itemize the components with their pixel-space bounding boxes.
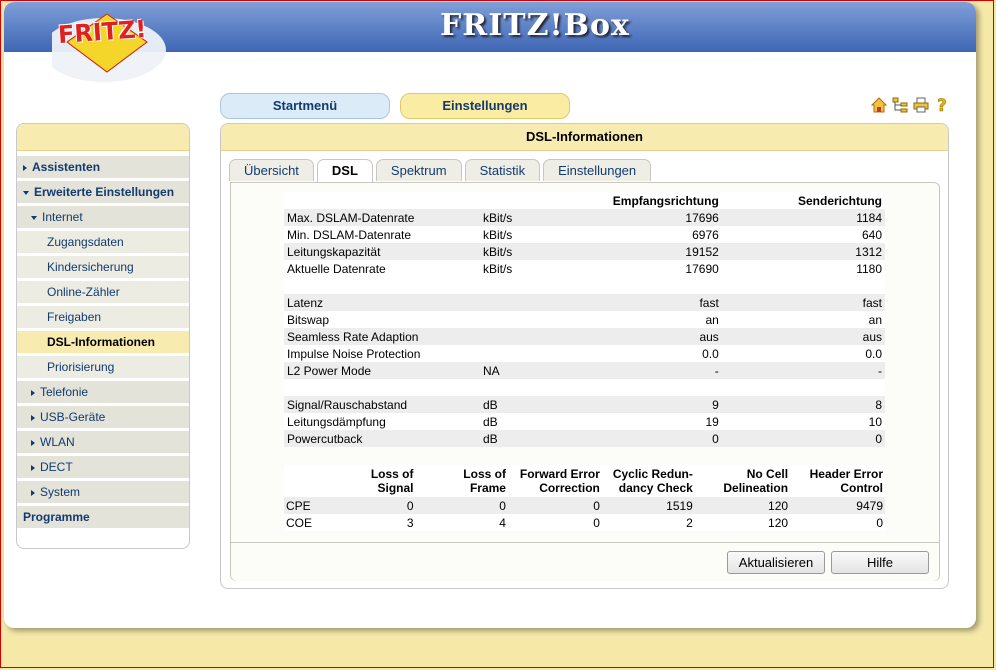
column-header — [602, 465, 695, 497]
table-cell: Powercutback — [287, 431, 363, 446]
table-cell: 0.0 — [865, 346, 882, 361]
table-cell — [480, 311, 579, 328]
column-header-line: Frame — [469, 481, 506, 495]
table-row — [284, 514, 885, 531]
table-cell: dB — [482, 431, 498, 446]
table-cell: Signal/Rauschabstand — [287, 397, 408, 412]
column-header — [284, 465, 347, 497]
table-cell: an — [705, 312, 719, 327]
sidebar-item-telefonie[interactable] — [17, 381, 189, 403]
sidebar-item-label: Telefonie — [40, 385, 89, 399]
table-cell: 6976 — [692, 227, 719, 242]
print-icon[interactable] — [912, 96, 929, 114]
dsl-panel — [230, 182, 940, 581]
sidebar-item-usb-geräte[interactable] — [17, 406, 189, 428]
table-cell: Max. DSLAM-Datenrate — [287, 210, 415, 225]
dsl-table — [284, 192, 885, 447]
table-cell: COE — [286, 515, 313, 530]
toolbar-icons — [870, 96, 950, 114]
tab-einstellungen[interactable]: Einstellungen — [543, 159, 651, 181]
table-cell: fast — [699, 295, 719, 310]
sidebar-item-label: WLAN — [40, 435, 75, 449]
table-cell: 0 — [499, 498, 506, 513]
column-header-line: Control — [840, 481, 883, 495]
tab-übersicht[interactable]: Übersicht — [229, 159, 314, 181]
table-cell: kBit/s — [482, 244, 513, 259]
column-header-line: Signal — [377, 481, 414, 495]
table-cell: L2 Power Mode — [287, 363, 372, 378]
table-cell: CPE — [286, 498, 311, 513]
table-cell: 9479 — [856, 498, 883, 513]
table-cell: 0 — [876, 515, 883, 530]
spacer-cell — [284, 379, 885, 396]
error-table — [284, 465, 885, 531]
sidebar-item-wlan[interactable] — [17, 431, 189, 453]
table-row — [284, 294, 885, 311]
sidebar-item-erweiterte-einstellungen[interactable] — [17, 181, 189, 203]
table-cell: 3 — [406, 515, 414, 530]
table-cell: 9 — [712, 397, 719, 412]
sidebar-item-label: Programme — [23, 510, 90, 524]
sidebar-item-label: Internet — [42, 210, 83, 224]
table-cell: aus — [699, 329, 719, 344]
sidebar-item-internet[interactable] — [17, 206, 189, 228]
sidebar-item-label: DECT — [40, 460, 73, 474]
table-cell — [480, 294, 579, 311]
sidebar-item-system[interactable] — [17, 481, 189, 503]
table-cell: 19152 — [685, 244, 719, 259]
error-table-header-row — [284, 465, 885, 497]
table-cell — [480, 328, 579, 345]
chevron-right-icon — [31, 490, 35, 496]
table-header-row — [284, 192, 885, 209]
column-header-line: Loss of — [370, 467, 414, 481]
table-cell: 8 — [875, 397, 882, 412]
table-cell: aus — [862, 329, 882, 344]
column-header — [790, 465, 885, 497]
table-row — [284, 243, 885, 260]
help-button[interactable]: Hilfe — [831, 551, 929, 574]
table-row — [284, 497, 885, 514]
table-cell: 17690 — [685, 261, 719, 276]
sidebar-item-label: Priorisierung — [47, 360, 115, 374]
table-row — [284, 311, 885, 328]
column-header: Senderichtung — [797, 193, 882, 208]
table-cell: Bitswap — [287, 312, 330, 327]
column-header — [284, 192, 480, 209]
sidebar-item-label: Freigaben — [47, 310, 102, 324]
content-panel — [220, 123, 949, 589]
table-row — [284, 345, 885, 362]
tab-spektrum[interactable]: Spektrum — [376, 159, 462, 181]
column-header — [508, 465, 602, 497]
sidebar — [16, 123, 190, 549]
table-spacer-row — [284, 379, 885, 396]
spacer-cell — [284, 277, 885, 294]
tab-dsl[interactable]: DSL — [317, 159, 373, 182]
table-cell: 1312 — [855, 244, 882, 259]
column-header-line: Cyclic Redun- — [612, 467, 693, 481]
tab-einstellungen[interactable]: Einstellungen — [400, 93, 570, 119]
chevron-down-icon — [23, 191, 29, 195]
table-row — [284, 328, 885, 345]
table-cell: kBit/s — [482, 261, 513, 276]
page-title: DSL-Informationen — [221, 124, 948, 151]
sidebar-item-online-zähler[interactable] — [17, 281, 189, 303]
chevron-right-icon — [31, 440, 35, 446]
fritz-logo[interactable] — [52, 6, 192, 86]
sidebar-item-label: DSL-Informationen — [47, 335, 155, 349]
table-cell: Aktuelle Datenrate — [287, 261, 386, 276]
table-cell: 0.0 — [702, 346, 719, 361]
table-cell: - — [878, 363, 882, 378]
table-cell: Min. DSLAM-Datenrate — [287, 227, 412, 242]
sidebar-item-label: Assistenten — [32, 160, 101, 174]
table-cell: 0 — [593, 498, 600, 513]
column-header-line: Loss of — [463, 467, 506, 481]
table-row — [284, 413, 885, 430]
table-row — [284, 209, 885, 226]
tab-startmenu[interactable]: Startmenü — [220, 93, 390, 119]
table-cell: 1180 — [856, 261, 882, 276]
table-cell: 0 — [406, 498, 414, 513]
chevron-right-icon — [31, 415, 35, 421]
table-cell — [480, 345, 579, 362]
sidebar-item-label: Erweiterte Einstellungen — [34, 185, 175, 199]
table-cell: an — [868, 312, 882, 327]
column-header-line: No Cell — [746, 467, 789, 481]
sidebar-item-label: Online-Zähler — [47, 285, 120, 299]
svg-text:?: ? — [936, 96, 947, 114]
table-cell: Leitungsdämpfung — [287, 414, 386, 429]
table-cell: Impulse Noise Protection — [287, 346, 421, 361]
sidebar-item-freigaben[interactable] — [17, 306, 189, 328]
chevron-right-icon — [31, 465, 35, 471]
sidebar-item-kindersicherung[interactable] — [17, 256, 189, 278]
table-cell: 120 — [768, 498, 789, 513]
column-header-line: Correction — [539, 481, 600, 495]
table-cell: dB — [482, 397, 498, 412]
sidebar-menu — [17, 156, 189, 528]
table-cell: NA — [482, 363, 500, 378]
sidebar-item-label: Zugangsdaten — [47, 235, 124, 249]
table-cell: dB — [482, 414, 498, 429]
table-cell: 2 — [686, 515, 693, 530]
column-header — [695, 465, 790, 497]
column-header-line: Forward Error — [519, 467, 600, 481]
table-cell: fast — [862, 295, 882, 310]
table-cell: 0 — [712, 431, 719, 446]
chevron-down-icon — [31, 216, 37, 220]
sidebar-item-label: System — [40, 485, 81, 499]
column-header: Empfangsrichtung — [612, 193, 719, 208]
sidebar-item-programme[interactable] — [17, 506, 189, 528]
column-header-line: dancy Check — [618, 481, 693, 495]
table-cell: 4 — [499, 515, 506, 530]
table-row — [284, 362, 885, 379]
refresh-button[interactable]: Aktualisieren — [727, 551, 825, 574]
tab-statistik[interactable]: Statistik — [465, 159, 541, 181]
table-cell: Latenz — [287, 295, 324, 310]
table-cell: Seamless Rate Adaption — [287, 329, 419, 344]
table-cell: 19 — [705, 414, 719, 429]
app-window — [4, 2, 976, 628]
sidebar-item-label: USB-Geräte — [40, 410, 106, 424]
table-cell: 0 — [593, 515, 600, 530]
sidebar-item-dsl-informationen[interactable] — [17, 331, 189, 353]
sidebar-item-label: Kindersicherung — [47, 260, 134, 274]
table-cell: 17696 — [685, 210, 719, 225]
table-cell: kBit/s — [482, 210, 513, 225]
sidebar-item-assistenten[interactable] — [17, 156, 189, 178]
button-bar — [231, 542, 939, 581]
sub-tabs — [229, 159, 651, 182]
table-row — [284, 396, 885, 413]
table-cell: kBit/s — [482, 227, 513, 242]
table-spacer-row — [284, 277, 885, 294]
sidebar-item-priorisierung[interactable] — [17, 356, 189, 378]
column-header — [480, 192, 579, 209]
table-cell: 1184 — [856, 210, 882, 225]
sidebar-item-zugangsdaten[interactable] — [17, 231, 189, 253]
table-cell: 640 — [861, 227, 882, 242]
logo-text: FRITZ! — [57, 14, 148, 50]
home-icon[interactable] — [870, 96, 887, 114]
sidebar-header — [17, 124, 189, 151]
table-cell: Leitungskapazität — [287, 244, 381, 259]
column-header — [416, 465, 508, 497]
column-header — [347, 465, 416, 497]
table-cell: 1519 — [666, 498, 693, 513]
column-header-line: Header Error — [809, 467, 883, 481]
chevron-right-icon — [31, 390, 35, 396]
table-row — [284, 260, 885, 277]
table-cell: 10 — [868, 414, 882, 429]
help-icon[interactable] — [933, 96, 950, 114]
sidebar-item-dect[interactable] — [17, 456, 189, 478]
table-row — [284, 430, 885, 447]
sitemap-icon[interactable] — [891, 96, 908, 114]
table-cell: 120 — [768, 515, 789, 530]
column-header-line: Delineation — [723, 481, 789, 495]
chevron-right-icon — [23, 165, 27, 171]
table-row — [284, 226, 885, 243]
brand-title: FRITZ!Box — [440, 8, 630, 43]
table-cell: - — [714, 363, 719, 378]
table-cell: 0 — [875, 431, 882, 446]
